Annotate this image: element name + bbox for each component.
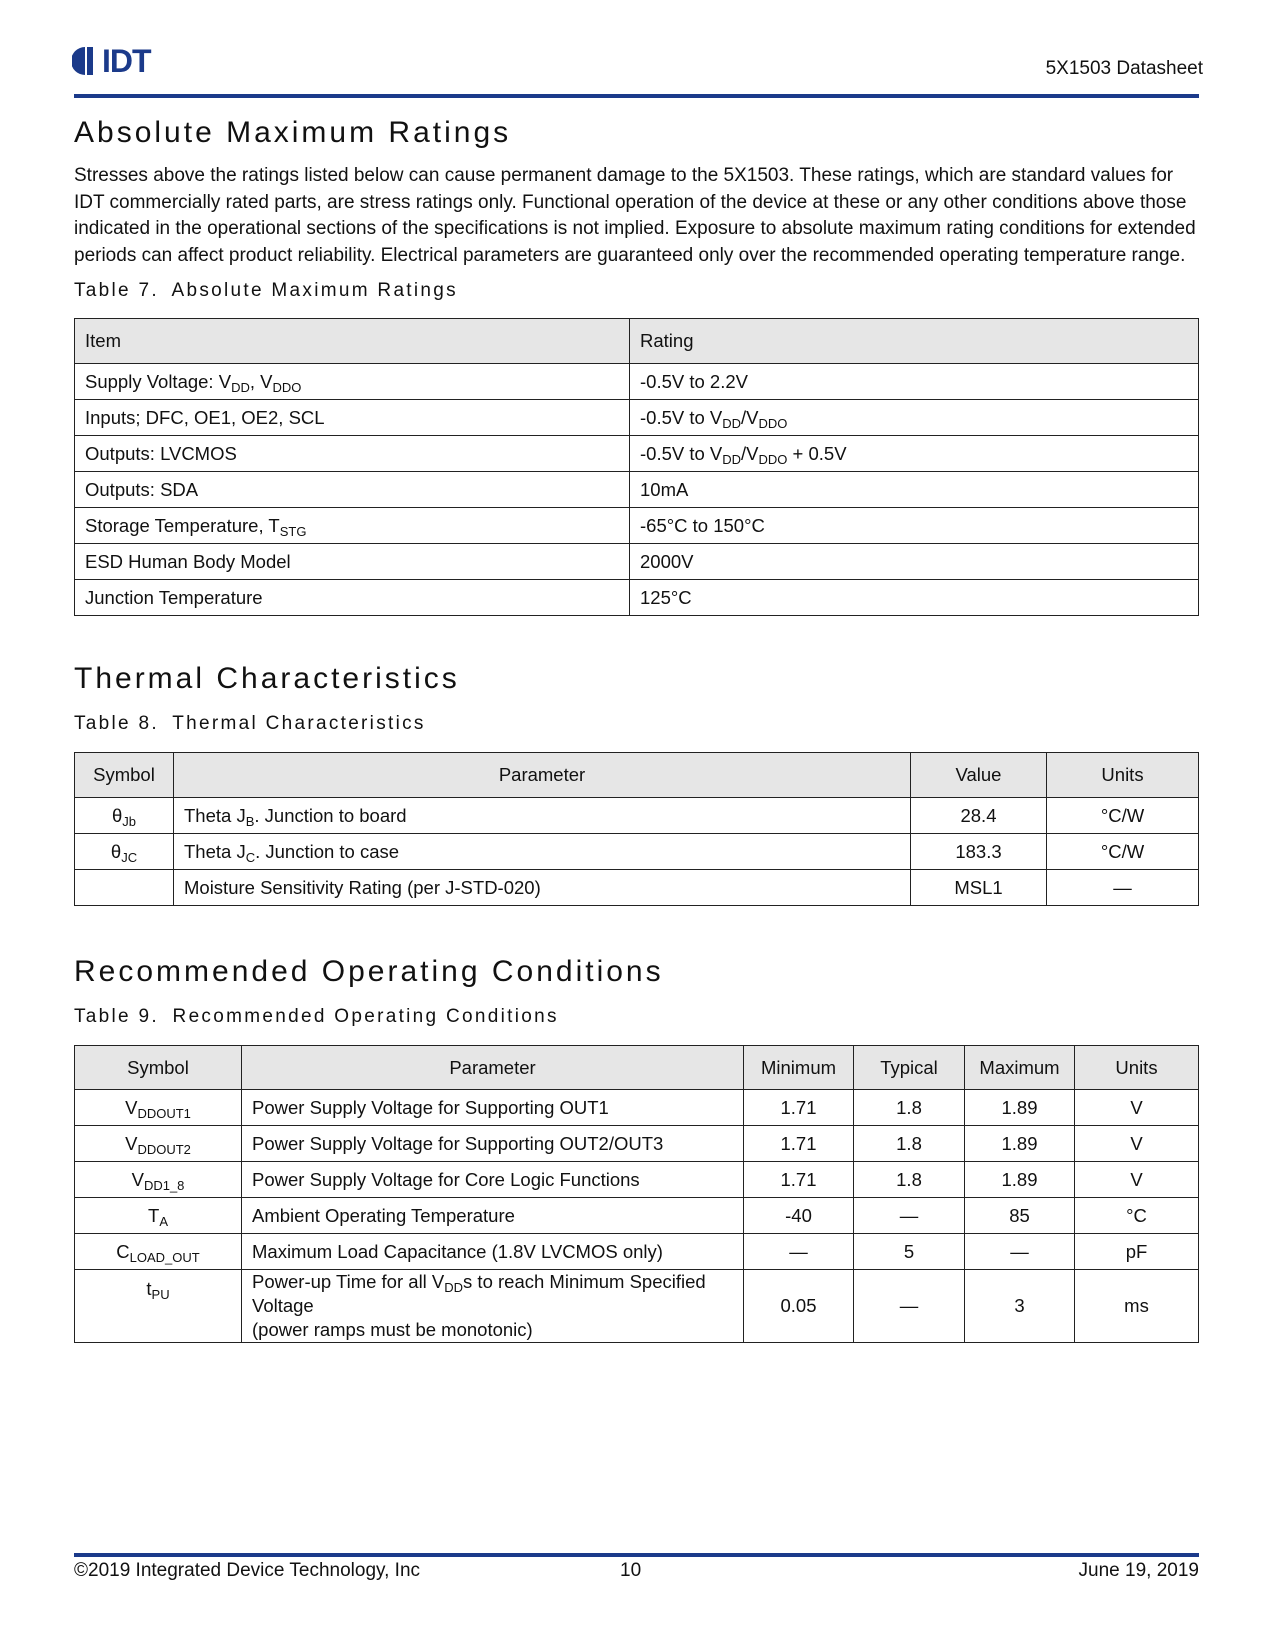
column-header-maximum: Maximum xyxy=(965,1046,1075,1090)
table-header-row xyxy=(75,1046,1199,1090)
column-header-symbol: Symbol xyxy=(75,753,174,798)
table-cell-parameter: Maximum Load Capacitance (1.8V LVCMOS only) xyxy=(242,1234,744,1270)
table-row xyxy=(75,508,1199,544)
absolute-ratings-paragraph: Stresses above the ratings listed below can cause permanent damage to the 5X1503. These ratings, which are standard values for IDT commercially rated parts, are stress ratings only. Functional operation of the device at these or any other conditions above those indicated in the operational sections of the specifications is not implied. Exposure to absolute maximum rating conditions for extended periods can affect product reliability. Electrical parameters are guaranteed only over the recommended operating temperature range. xyxy=(74,165,1196,266)
table-cell-symbol: $t_{PU}$ xyxy=(75,1270,242,1343)
table-cell-units: ms xyxy=(1075,1270,1199,1343)
table-row xyxy=(75,364,1199,400)
table-cell-minimum: 1.71 xyxy=(744,1162,854,1198)
column-header-rating: Rating xyxy=(630,319,1199,364)
table-row xyxy=(75,1198,1199,1234)
table-cell-maximum: 1.89 xyxy=(965,1090,1075,1126)
table-row xyxy=(75,436,1199,472)
table-row xyxy=(75,1090,1199,1126)
table-cell-maximum: 85 xyxy=(965,1198,1075,1234)
table-cell-parameter: Moisture Sensitivity Rating (per J-STD-020) xyxy=(174,870,911,906)
footer-page-number: 10 xyxy=(620,1560,642,1581)
table-cell-maximum: 1.89 xyxy=(965,1162,1075,1198)
column-header-units: Units xyxy=(1075,1046,1199,1090)
table-cell-rating: 10mA xyxy=(630,472,1199,508)
table-cell-typical: 5 xyxy=(854,1234,965,1270)
table-header-row xyxy=(75,753,1199,798)
table-row xyxy=(75,870,1199,906)
table-cell-parameter: Power Supply Voltage for Supporting OUT2/OUT3 xyxy=(242,1126,744,1162)
column-header-symbol: Symbol xyxy=(75,1046,242,1090)
table-cell-parameter: Power Supply Voltage for Core Logic Functions xyxy=(242,1162,744,1198)
table-cell-units: V xyxy=(1075,1126,1199,1162)
table-cell-symbol: $\theta_{JC}$ xyxy=(75,834,174,870)
column-header-units: Units xyxy=(1047,753,1199,798)
table-row xyxy=(75,798,1199,834)
table-row xyxy=(75,834,1199,870)
table-cell-units: V xyxy=(1075,1090,1199,1126)
table-cell-typical: 1.8 xyxy=(854,1090,965,1126)
table-cell-typical: 1.8 xyxy=(854,1126,965,1162)
table-cell-item: Outputs: LVCMOS xyxy=(75,436,630,472)
table-cell-item: Junction Temperature xyxy=(75,580,630,616)
table-cell-item: Inputs; DFC, OE1, OE2, SCL xyxy=(75,400,630,436)
table-thermal-characteristics xyxy=(74,752,1199,906)
footer-copyright: ©2019 Integrated Device Technology, Inc xyxy=(74,1560,421,1581)
table-cell-symbol: $V_{DD1\_8}$ xyxy=(75,1162,242,1198)
table-cell-maximum: 3 xyxy=(965,1270,1075,1343)
footer-rule xyxy=(74,1553,1199,1557)
table-cell-units: pF xyxy=(1075,1234,1199,1270)
column-header-typical: Typical xyxy=(854,1046,965,1090)
table-cell-symbol: $V_{DDOUT2}$ xyxy=(75,1126,242,1162)
table-cell-units: °C/W xyxy=(1047,834,1199,870)
table-row xyxy=(75,580,1199,616)
table7-caption-number: Table 7. xyxy=(74,280,159,301)
idt-logo-mark-icon xyxy=(72,46,98,76)
table-cell-typical: — xyxy=(854,1270,965,1343)
heading-absolute-max-ratings: Absolute Maximum Ratings xyxy=(74,116,512,149)
table-cell-parameter: Theta $J_B$. Junction to board xyxy=(174,798,911,834)
table-cell-minimum: — xyxy=(744,1234,854,1270)
table-cell-rating: -0.5V to $V_{DD}/V_{DDO} + 0.5V$ xyxy=(630,436,1199,472)
logo-text: IDT xyxy=(102,43,151,79)
column-header-parameter: Parameter xyxy=(242,1046,744,1090)
table-cell-typical: 1.8 xyxy=(854,1162,965,1198)
table-cell-units: V xyxy=(1075,1162,1199,1198)
table-cell-item: Outputs: SDA xyxy=(75,472,630,508)
table-cell-rating: -0.5V to $V_{DD}/V_{DDO}$ xyxy=(630,400,1199,436)
table-cell-minimum: 0.05 xyxy=(744,1270,854,1343)
table7-caption-title: Absolute Maximum Ratings xyxy=(171,280,458,301)
column-header-item: Item xyxy=(75,319,630,364)
table-cell-value: 28.4 xyxy=(911,798,1047,834)
table-cell-minimum: -40 xyxy=(744,1198,854,1234)
table-cell-rating: -65°C to 150°C xyxy=(630,508,1199,544)
table-row xyxy=(75,1126,1199,1162)
table9-caption-number: Table 9. xyxy=(74,1006,159,1027)
table-row xyxy=(75,400,1199,436)
heading-recommended-operating-conditions: Recommended Operating Conditions xyxy=(74,955,664,988)
table-cell-item: Storage Temperature, $T_{STG}$ xyxy=(75,508,630,544)
table-cell-minimum: 1.71 xyxy=(744,1090,854,1126)
table-cell-units: — xyxy=(1047,870,1199,906)
idt-logo xyxy=(72,44,151,78)
column-header-value: Value xyxy=(911,753,1047,798)
table-header-row xyxy=(75,319,1199,364)
table-cell-maximum: 1.89 xyxy=(965,1126,1075,1162)
table-cell-item: ESD Human Body Model xyxy=(75,544,630,580)
table-cell-value: 183.3 xyxy=(911,834,1047,870)
table7-caption xyxy=(74,280,458,302)
table-cell-symbol: $V_{DDOUT1}$ xyxy=(75,1090,242,1126)
table-row xyxy=(75,544,1199,580)
table-cell-rating: 125°C xyxy=(630,580,1199,616)
table9-caption xyxy=(74,1006,559,1028)
table-cell-rating: 2000V xyxy=(630,544,1199,580)
table-cell-parameter: Theta $J_C$. Junction to case xyxy=(174,834,911,870)
table-cell-maximum: — xyxy=(965,1234,1075,1270)
table-cell-units: °C/W xyxy=(1047,798,1199,834)
header-rule xyxy=(74,94,1199,98)
table-cell-item: Supply Voltage: $V_{DD}$, $V_{DDO}$ xyxy=(75,364,630,400)
table-cell-symbol: $\theta_{Jb}$ xyxy=(75,798,174,834)
table9-caption-title: Recommended Operating Conditions xyxy=(172,1006,559,1027)
table-absolute-max-ratings xyxy=(74,318,1199,616)
footer-date: June 19, 2019 xyxy=(1078,1560,1199,1581)
heading-thermal-characteristics: Thermal Characteristics xyxy=(74,662,460,695)
table-cell-symbol: $T_A$ xyxy=(75,1198,242,1234)
table8-caption-title: Thermal Characteristics xyxy=(172,713,426,734)
table8-caption xyxy=(74,713,426,735)
table-cell-value: MSL1 xyxy=(911,870,1047,906)
table-cell-parameter: Ambient Operating Temperature xyxy=(242,1198,744,1234)
table8-caption-number: Table 8. xyxy=(74,713,159,734)
table-cell-units: °C xyxy=(1075,1198,1199,1234)
table-cell-minimum: 1.71 xyxy=(744,1126,854,1162)
table-row xyxy=(75,1234,1199,1270)
table-cell-symbol xyxy=(75,870,174,906)
column-header-parameter: Parameter xyxy=(174,753,911,798)
table-cell-rating: -0.5V to 2.2V xyxy=(630,364,1199,400)
table-cell-symbol: $C_{LOAD\_OUT}$ xyxy=(75,1234,242,1270)
document-title: 5X1503 Datasheet xyxy=(1045,58,1203,79)
table-row xyxy=(75,472,1199,508)
table-cell-typical: — xyxy=(854,1198,965,1234)
table-cell-parameter: Power Supply Voltage for Supporting OUT1 xyxy=(242,1090,744,1126)
column-header-minimum: Minimum xyxy=(744,1046,854,1090)
table-cell-parameter: Power-up Time for all $V_{DD}s$ to reach Minimum Specified Voltage (power ramps must be monotonic) xyxy=(242,1270,744,1343)
table-recommended-operating-conditions xyxy=(74,1045,1199,1343)
table-row xyxy=(75,1162,1199,1198)
table-row xyxy=(75,1270,1199,1343)
